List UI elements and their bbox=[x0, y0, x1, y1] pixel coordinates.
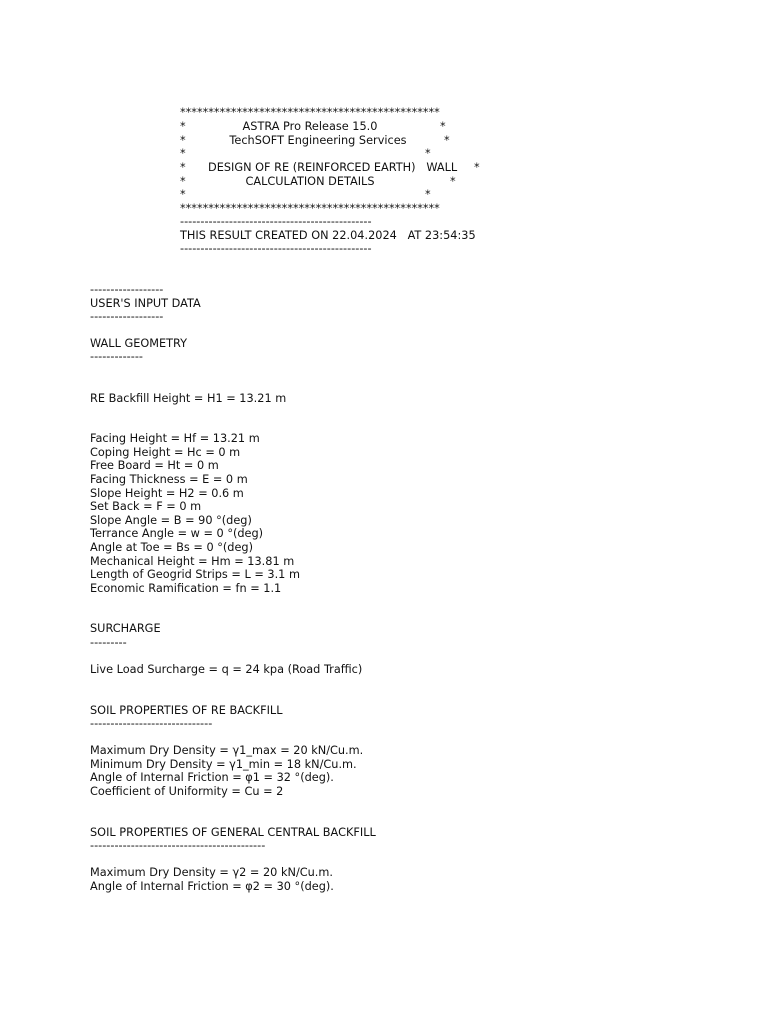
header-star-right: * bbox=[440, 120, 446, 133]
geometry-line: Coping Height = Hc = 0 m bbox=[90, 446, 241, 459]
central-backfill-title: SOIL PROPERTIES OF GENERAL CENTRAL BACKFILL bbox=[90, 826, 376, 839]
header-star-right: * bbox=[444, 134, 450, 147]
geometry-backfill-height: RE Backfill Height = H1 = 13.21 m bbox=[90, 392, 287, 405]
re-backfill-dashes: ------------------------------ bbox=[90, 717, 213, 730]
central-backfill-line: Angle of Internal Friction = φ2 = 30 °(deg). bbox=[90, 880, 334, 893]
geometry-line: Length of Geogrid Strips = L = 3.1 m bbox=[90, 568, 300, 581]
header-created: THIS RESULT CREATED ON 22.04.2024 AT 23:54:35 bbox=[180, 229, 476, 242]
geometry-line: Slope Height = H2 = 0.6 m bbox=[90, 487, 244, 500]
geometry-line: Mechanical Height = Hm = 13.81 m bbox=[90, 555, 295, 568]
header-star-left: * bbox=[180, 175, 186, 188]
geometry-line: Terrance Angle = w = 0 °(deg) bbox=[90, 527, 264, 540]
re-backfill-line: Maximum Dry Density = γ1_max = 20 kN/Cu.m. bbox=[90, 744, 364, 757]
header-stars-top: ********************************************** bbox=[180, 106, 440, 119]
header-star-left: * bbox=[180, 134, 186, 147]
geometry-line: Facing Height = Hf = 13.21 m bbox=[90, 432, 260, 445]
header-star-right: * bbox=[425, 147, 431, 160]
re-backfill-line: Angle of Internal Friction = φ1 = 32 °(deg). bbox=[90, 771, 334, 784]
header-calc: CALCULATION DETAILS bbox=[245, 175, 375, 188]
central-backfill-dashes: ------------------------------------------- bbox=[90, 839, 266, 852]
header-dashes-bottom: ----------------------------------------------- bbox=[180, 242, 372, 255]
re-backfill-line: Minimum Dry Density = γ1_min = 18 kN/Cu.m. bbox=[90, 758, 357, 771]
header-star-left: * bbox=[180, 188, 186, 201]
input-dashes-top: ------------------ bbox=[90, 283, 164, 296]
surcharge-live-load: Live Load Surcharge = q = 24 kpa (Road Traffic) bbox=[90, 663, 363, 676]
header-release: ASTRA Pro Release 15.0 bbox=[242, 120, 378, 133]
header-company: TechSOFT Engineering Services bbox=[229, 134, 407, 147]
geometry-line: Angle at Toe = Bs = 0 °(deg) bbox=[90, 541, 253, 554]
header-stars-bottom: ********************************************** bbox=[180, 202, 440, 215]
input-title: USER'S INPUT DATA bbox=[90, 297, 201, 310]
header-design: DESIGN OF RE (REINFORCED EARTH) WALL bbox=[208, 161, 458, 174]
geometry-line: Free Board = Ht = 0 m bbox=[90, 459, 219, 472]
geometry-line: Set Back = F = 0 m bbox=[90, 500, 202, 513]
input-dashes-bottom: ------------------ bbox=[90, 310, 164, 323]
header-star-right: * bbox=[474, 161, 480, 174]
re-backfill-line: Coefficient of Uniformity = Cu = 2 bbox=[90, 785, 284, 798]
geometry-title: WALL GEOMETRY bbox=[90, 337, 188, 350]
header-star-right: * bbox=[425, 188, 431, 201]
header-dashes-top: ----------------------------------------------- bbox=[180, 215, 372, 228]
surcharge-title: SURCHARGE bbox=[90, 622, 161, 635]
geometry-line: Facing Thickness = E = 0 m bbox=[90, 473, 248, 486]
central-backfill-line: Maximum Dry Density = γ2 = 20 kN/Cu.m. bbox=[90, 866, 333, 879]
re-backfill-title: SOIL PROPERTIES OF RE BACKFILL bbox=[90, 704, 283, 717]
surcharge-dashes: --------- bbox=[90, 636, 127, 649]
header-star-left: * bbox=[180, 120, 186, 133]
geometry-line: Economic Ramification = fn = 1.1 bbox=[90, 582, 282, 595]
header-star-right: * bbox=[450, 175, 456, 188]
geometry-line: Slope Angle = B = 90 °(deg) bbox=[90, 514, 252, 527]
header-star-left: * bbox=[180, 147, 186, 160]
header-star-left: * bbox=[180, 161, 186, 174]
geometry-dashes: ------------- bbox=[90, 350, 143, 363]
